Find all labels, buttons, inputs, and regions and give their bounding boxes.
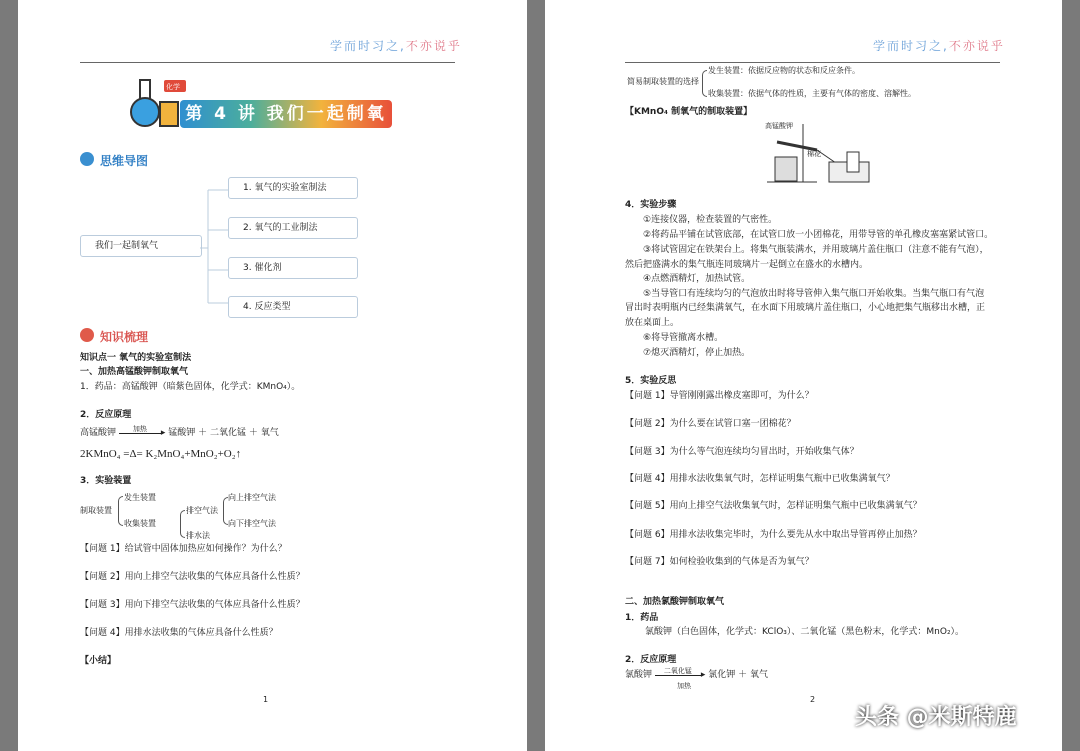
tree-node: 向下排空气法 xyxy=(228,519,276,528)
tree-node: 向上排空气法 xyxy=(228,493,276,502)
lecture-title: 第 4 讲 我们一起制氧气 xyxy=(180,100,392,128)
kp1-heading: 知识点一 氧气的实验室制法 xyxy=(80,353,192,363)
question: 【问题 7】如何检验收集到的气体是否为氧气？ xyxy=(625,557,814,567)
watermark: 头条 @米斯特鹿 xyxy=(855,705,1017,730)
header-rule xyxy=(625,62,1000,63)
summary-heading: 【小结】 xyxy=(80,656,117,666)
mindmap-branch: 4. 反应类型 xyxy=(228,296,358,318)
word-equation: 高锰酸钾 加热 ▸ 锰酸钾 ＋ 二氧化锰 ＋ 氧气 xyxy=(80,425,279,438)
page-1 xyxy=(18,0,527,751)
select-gen: 发生装置：依据反应物的状态和反应条件。 xyxy=(708,66,860,75)
drug-heading: 1．药品 xyxy=(625,613,659,623)
question: 【问题 4】用排水法收集的气体应具备什么性质？ xyxy=(80,628,278,638)
question: 【问题 2】用向上排空气法收集的气体应具备什么性质？ xyxy=(80,572,305,582)
drug-text: 氯酸钾（白色固体，化学式：KClO₃）、二氧化锰（黑色粉末，化学式：MnO₂）。 xyxy=(645,627,965,637)
step: ⑤当导管口有连续均匀的气泡放出时将导管伸入集气瓶口开始收集。当集气瓶口有气泡 xyxy=(643,289,985,299)
mindmap-icon xyxy=(80,152,94,166)
mindmap-center: 我们一起制氧气 xyxy=(80,235,202,257)
brace xyxy=(180,510,185,538)
brace xyxy=(118,496,123,526)
apparatus-heading: 3．实验装置 xyxy=(80,476,132,486)
steps-heading: 4．实验步骤 xyxy=(625,200,677,210)
word-equation: 氯酸钾 二氧化锰 ▸ 氯化钾 ＋ 氧气 xyxy=(625,667,769,680)
question: 【问题 4】用排水法收集氧气时，怎样证明集气瓶中已收集满氧气？ xyxy=(625,474,895,484)
step: 放在桌面上。 xyxy=(625,318,680,328)
principle-heading: 2．反应原理 xyxy=(80,410,132,420)
step: ③将试管固定在铁架台上。将集气瓶装满水，并用玻璃片盖住瓶口（注意不能有气泡）， xyxy=(643,245,989,255)
step: ①连接仪器，检查装置的气密性。 xyxy=(643,215,778,225)
step: 然后把盛满水的集气瓶连同玻璃片一起倒立在盛水的水槽内。 xyxy=(625,260,869,270)
knowledge-heading: 知识梳理 xyxy=(100,330,149,344)
condition-bottom: 加热 xyxy=(677,682,691,690)
question: 【问题 2】为什么要在试管口塞一团棉花？ xyxy=(625,419,796,429)
page-number: 2 xyxy=(810,695,816,704)
mindmap-branch: 1. 氧气的实验室制法 xyxy=(228,177,358,199)
chemical-formula: 2KMnO₄ =Δ= K₂MnO₄+MnO₂+O₂↑ xyxy=(80,448,242,460)
tree-node: 排空气法 xyxy=(186,506,218,515)
device-heading: 【KMnO₄ 制氧气的制取装置】 xyxy=(625,107,753,117)
question: 【问题 3】为什么等气泡连续均匀冒出时，开始收集气体？ xyxy=(625,447,859,457)
question: 【问题 1】导管刚刚露出橡皮塞即可，为什么？ xyxy=(625,391,814,401)
step: ④点燃酒精灯，加热试管。 xyxy=(643,274,751,284)
select-col: 收集装置：依据气体的性质，主要有气体的密度、溶解性。 xyxy=(708,89,916,98)
question: 【问题 3】用向下排空气法收集的气体应具备什么性质？ xyxy=(80,600,305,610)
question: 【问题 5】用向上排空气法收集氧气时，怎样证明集气瓶中已收集满氧气？ xyxy=(625,501,922,511)
knowledge-icon xyxy=(80,328,94,342)
brace xyxy=(702,70,707,97)
sub-heading: 一、加热高锰酸钾制取氧气 xyxy=(80,367,189,377)
tree-node: 排水法 xyxy=(186,531,210,540)
question: 【问题 1】给试管中固体加热应如何操作？为什么？ xyxy=(80,544,287,554)
mindmap-heading: 思维导图 xyxy=(100,154,149,168)
figure-label: 高锰酸钾 xyxy=(765,122,793,130)
sub-heading: 二、加热氯酸钾制取氧气 xyxy=(625,597,725,607)
drug-text: 1．药品：高锰酸钾（暗紫色固体，化学式：KMnO₄）。 xyxy=(80,382,301,392)
tree-root: 制取装置 xyxy=(80,506,112,515)
step: ⑥将导管撤离水槽。 xyxy=(643,333,724,343)
mindmap-branch: 2. 氧气的工业制法 xyxy=(228,217,358,239)
header-motto: 学而时习之,不亦说乎 xyxy=(330,39,462,53)
tree-node: 发生装置 xyxy=(124,493,156,502)
figure-label: 棉花 xyxy=(807,150,821,158)
page-2 xyxy=(545,0,1062,751)
mindmap-connectors xyxy=(200,185,230,310)
header-rule xyxy=(80,62,455,63)
reflect-heading: 5．实验反思 xyxy=(625,376,677,386)
mindmap-branch: 3. 催化剂 xyxy=(228,257,358,279)
page-number: 1 xyxy=(263,695,269,704)
chemistry-badge: 化学 xyxy=(166,83,180,91)
select-label: 简易制取装置的选择 xyxy=(627,77,699,86)
step: 冒出时表明瓶内已经集满氧气，在水面下用玻璃片盖住瓶口，小心地把集气瓶移出水槽，正 xyxy=(625,303,986,313)
principle-heading: 2．反应原理 xyxy=(625,655,677,665)
tree-node: 收集装置 xyxy=(124,519,156,528)
step: ⑦熄灭酒精灯，停止加热。 xyxy=(643,348,751,358)
question: 【问题 6】用排水法收集完毕时，为什么要先从水中取出导管再停止加热？ xyxy=(625,530,922,540)
header-motto: 学而时习之,不亦说乎 xyxy=(873,39,1005,53)
step: ②将药品平铺在试管底部，在试管口放一小团棉花，用带导管的单孔橡皮塞塞紧试管口。 xyxy=(643,230,994,240)
